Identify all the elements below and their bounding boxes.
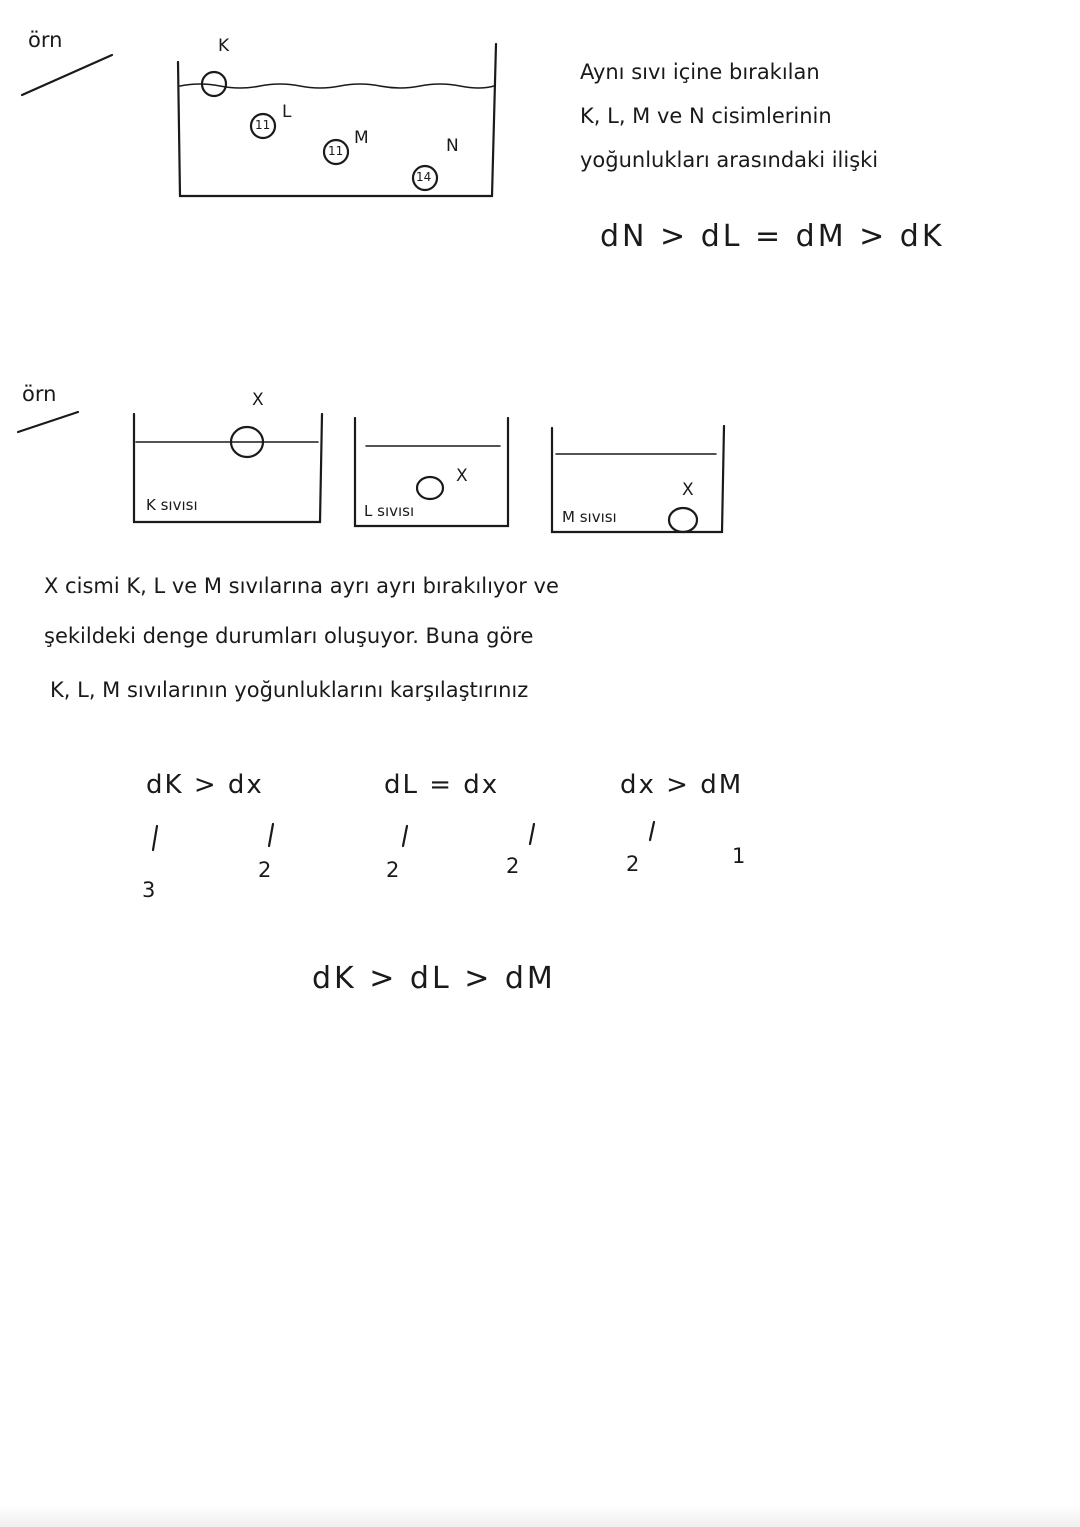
- rank-number: 2: [626, 852, 640, 876]
- question-line-2: şekildeki denge durumları oluşuyor. Buna göre: [44, 624, 534, 648]
- object-x-m: [669, 508, 697, 532]
- tick-mark: [153, 826, 157, 850]
- object-n-label: N: [446, 136, 459, 156]
- statement-line-2: K, L, M ve N cisimlerinin: [580, 104, 832, 128]
- label-underline: [22, 55, 112, 95]
- answer-2: dK > dL > dM: [312, 961, 556, 996]
- liquid-label-m: M sıvısı: [562, 508, 617, 526]
- relation-1: dK > dx: [146, 770, 264, 800]
- tick-mark: [269, 824, 273, 846]
- question-line-3: K, L, M sıvılarının yoğunluklarını karşılaştırınız: [50, 678, 529, 702]
- relation-2: dL = dx: [384, 770, 500, 800]
- rank-number: 2: [386, 858, 400, 882]
- object-l-mark: 11: [255, 118, 271, 132]
- object-m-mark: 11: [328, 144, 344, 158]
- object-x-l: [417, 477, 443, 499]
- object-k-label: K: [218, 36, 230, 56]
- object-x-label-m: X: [682, 480, 694, 500]
- answer-1: dN > dL = dM > dK: [600, 219, 945, 254]
- example-1-label: örn: [28, 28, 63, 52]
- liquid-surface-1: [180, 84, 494, 88]
- rank-number: 2: [258, 858, 272, 882]
- rank-number: 2: [506, 854, 520, 878]
- object-m-label: M: [354, 128, 369, 148]
- tick-mark: [530, 824, 534, 844]
- liquid-label-l: L sıvısı: [364, 502, 415, 520]
- label-underline-2: [18, 412, 78, 432]
- liquid-label-k: K sıvısı: [146, 496, 198, 514]
- rank-number: 1: [732, 844, 746, 868]
- scan-edge: [0, 1505, 1080, 1527]
- object-x-label-k: X: [252, 390, 264, 410]
- statement-line-1: Aynı sıvı içine bırakılan: [580, 60, 820, 84]
- rank-number: 3: [142, 878, 156, 902]
- question-line-1: X cismi K, L ve M sıvılarına ayrı ayrı bırakılıyor ve: [44, 574, 559, 598]
- relation-3: dx > dM: [620, 770, 744, 800]
- example-2-label: örn: [22, 382, 57, 406]
- statement-line-3: yoğunlukları arasındaki ilişki: [580, 148, 879, 172]
- object-x-label-l: X: [456, 466, 468, 486]
- tick-mark: [650, 822, 654, 840]
- container-1: [178, 44, 496, 196]
- tick-mark: [403, 826, 407, 846]
- object-l-label: L: [282, 102, 292, 122]
- object-n-mark: 14: [416, 170, 432, 184]
